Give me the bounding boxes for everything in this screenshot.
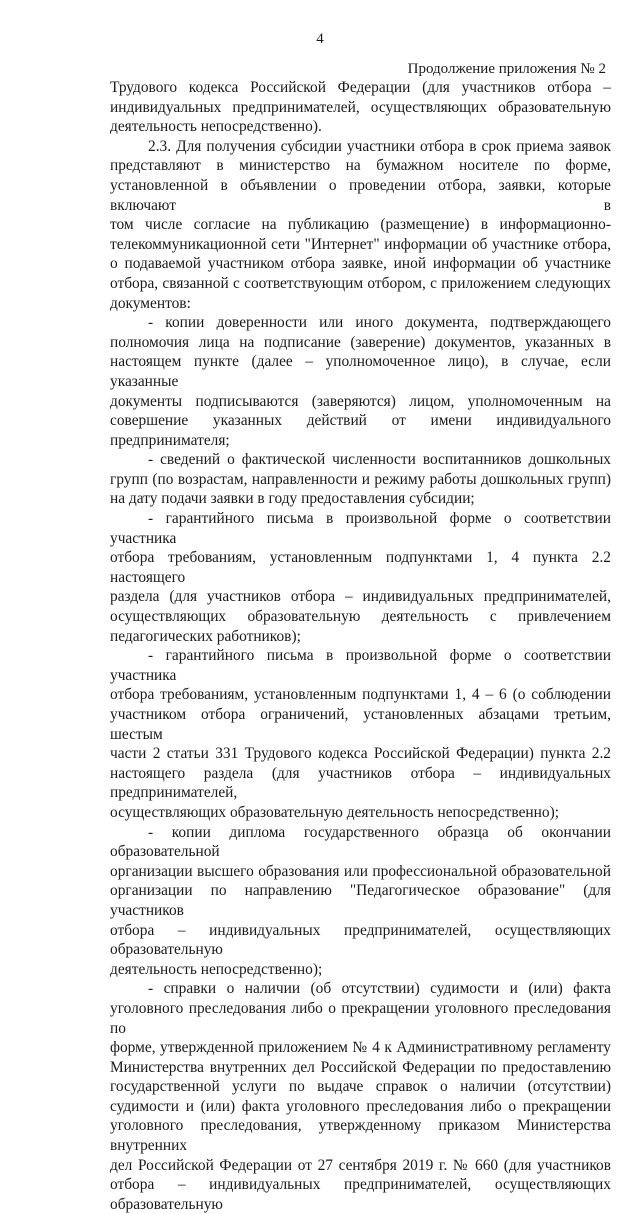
document-text-line: - копии диплома государственного образца об окончании образовательной	[110, 823, 611, 861]
document-text-line: отбора требованиям, установленным подпунктами 1, 4 пункта 2.2 настоящего	[110, 549, 611, 586]
document-text-line: уголовного преследования либо о прекращении уголовного преследования по	[110, 999, 611, 1037]
document-text-line: деятельность непосредственно);	[110, 960, 323, 978]
document-text-line: полномочия лица на подписание (заверение) документов, указанных в	[110, 333, 611, 351]
appendix-continuation-label: Продолжение приложения № 2	[407, 61, 606, 77]
document-text-line: дел Российской Федерации от 27 сентября 2019 г. № 660 (для участников	[110, 1156, 611, 1174]
document-text-line: отбора требованиям, установленным подпунктами 1, 4 – 6 (о соблюдении	[110, 686, 611, 704]
document-text-line: Трудового кодекса Российской Федерации (для участников отбора –	[110, 79, 611, 96]
document-text-line: педагогических работников);	[110, 627, 301, 645]
document-text-line: индивидуальных предпринимателей, осуществляющих образовательную	[110, 98, 611, 116]
document-text-line: организации по направлению "Педагогическое образование" (для участников	[110, 882, 611, 919]
document-text-line: том числе согласие на публикацию (размещение) в информационно-	[110, 216, 611, 234]
document-text-line: части 2 статьи 331 Трудового кодекса Российской Федерации) пункта 2.2	[110, 745, 611, 763]
document-text-line: - гарантийного письма в произвольной форме о соответствии участника	[110, 510, 611, 547]
document-text-line: отбора – индивидуальных предпринимателей, осуществляющих образовательную	[110, 921, 611, 959]
document-text-line: - сведений о фактической численности воспитанников дошкольных	[148, 451, 611, 469]
document-text-line: осуществляющих образовательную деятельность с привлечением	[110, 608, 611, 626]
document-text-line: судимости и (или) факта уголовного преследования либо о прекращении	[110, 1097, 611, 1115]
document-text-line: представляют в министерство на бумажном носителе по форме,	[110, 157, 611, 175]
document-text-line: телекоммуникационной сети "Интернет" информации об участнике отбора,	[110, 235, 611, 253]
document-text-line: осуществляющих образовательную деятельность непосредственно);	[110, 803, 559, 821]
document-text-line: государственной услуги по выдаче справок о наличии (отсутствии)	[110, 1078, 611, 1096]
document-text-line: отбора – индивидуальных предпринимателей, осуществляющих образовательную	[110, 1176, 611, 1213]
document-text-line: уголовного преследования, утвержденному приказом Министерства внутренних	[110, 1117, 611, 1155]
document-text-line: - справки о наличии (об отсутствии) судимости и (или) факта	[148, 980, 611, 998]
document-text-line: документы подписываются (заверяются) лицом, уполномоченным на	[110, 392, 611, 410]
document-text-line: установленной в объявлении о проведении отбора, заявки, которые включают в	[110, 176, 611, 214]
document-text-line: Министерства внутренних дел Российской Федерации по предоставлению	[110, 1058, 611, 1076]
document-text-line: на дату подачи заявки в году предоставления субсидии;	[110, 490, 475, 508]
document-text-line: о подаваемой участником отбора заявке, иной информации об участнике	[110, 255, 611, 273]
document-text-line: - гарантийного письма в произвольной форме о соответствии участника	[110, 647, 611, 684]
document-text-line: участником отбора ограничений, установленных абзацами третьим, шестым	[110, 706, 611, 743]
document-body	[110, 78, 611, 1214]
document-text-line: настоящего раздела (для участников отбора – индивидуальных предпринимателей,	[110, 764, 611, 802]
document-text-line: групп (по возрастам, направленности и режиму работы дошкольных групп)	[110, 470, 611, 488]
document-text-line: деятельность непосредственно).	[110, 118, 322, 136]
document-text-line: совершение указанных действий от имени индивидуального предпринимателя;	[110, 412, 611, 449]
document-text-line: форме, утвержденной приложением № 4 к Административному регламенту	[110, 1039, 611, 1057]
document-text-line: 2.3. Для получения субсидии участники отбора в срок приема заявок	[148, 137, 611, 155]
document-text-line: организации высшего образования или профессиональной образовательной	[110, 862, 611, 880]
document-text-line: раздела (для участников отбора – индивидуальных предпринимателей,	[110, 588, 611, 606]
document-text-line: настоящем пункте (далее – уполномоченное лицо), в случае, если указанные	[110, 353, 611, 390]
document-text-line: - копии доверенности или иного документа, подтверждающего	[148, 314, 611, 332]
document-text-line: документов:	[110, 294, 191, 312]
page-number: 4	[316, 31, 324, 47]
document-text-line: отбора, связанной с соответствующим отбором, с приложением следующих	[110, 274, 611, 292]
